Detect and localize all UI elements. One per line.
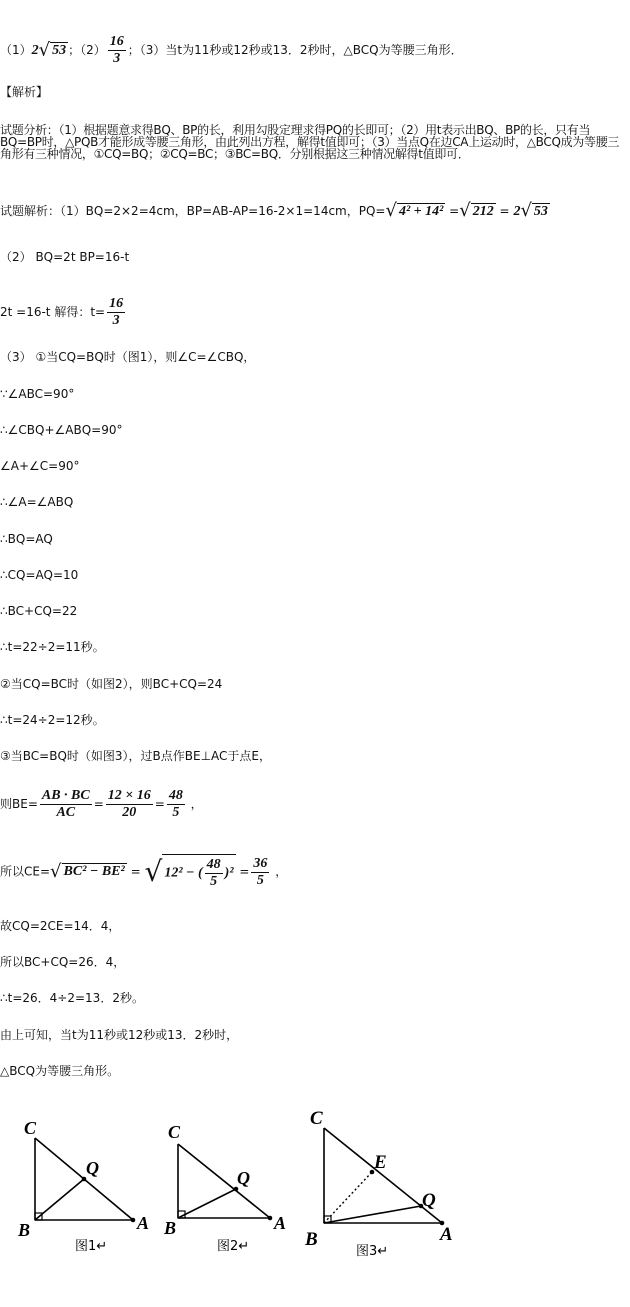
- solution-line-8: ∴∠A=∠ABQ: [0, 495, 74, 509]
- solution-16-fraction-c: $\frac{48}{5}$: [168, 788, 183, 820]
- solution-17-text: 所以CE=: [0, 864, 51, 879]
- fig1-label-a: A: [137, 1213, 150, 1233]
- solution-line-20: ∴t=26．4÷2=13．2秒。: [0, 991, 144, 1005]
- solution-1-sqrt-b: √ 212: [459, 200, 494, 222]
- equals-sign: =: [130, 864, 141, 879]
- equals-sign: =: [499, 204, 510, 218]
- solution-16-text: 则BE=: [0, 797, 38, 811]
- solution-16-fraction-a: $\frac{AB \cdot BC}{AC}$: [41, 788, 90, 820]
- solution-line-3: [0, 296, 127, 329]
- fig1-caption: 图1↵: [75, 1239, 108, 1254]
- answer-part1-label: （1）: [0, 43, 32, 57]
- solution-line-11: ∴BC+CQ=22: [0, 604, 78, 618]
- solution-line-2: （2） BQ=2t BP=16-t: [0, 250, 130, 264]
- solution-line-18: 故CQ=2CE=14．4，: [0, 919, 121, 933]
- fig3-label-c: C: [310, 1108, 323, 1129]
- solution-line-5: ∵∠ABC=90°: [0, 387, 75, 401]
- solution-16-fraction-b: $\frac{12 \times 16}{20}$: [107, 788, 151, 820]
- solution-16-suffix: ，: [190, 797, 203, 811]
- answer-part2-label: ；（2）: [68, 43, 106, 57]
- fig1-label-b: B: [18, 1220, 31, 1240]
- solution-17-sqrt-a: √ BC² − BE²: [50, 860, 125, 882]
- solution-3-text: 2t =16-t 解得：t=: [0, 305, 106, 319]
- equals-sign: =: [239, 864, 250, 879]
- solution-line-7: ∠A+∠C=90°: [0, 459, 80, 473]
- fig2-caption: 图2↵: [217, 1239, 250, 1254]
- fig2-label-b: B: [164, 1218, 177, 1238]
- fig2-label-q: Q: [237, 1168, 250, 1188]
- fig2-label-a: A: [274, 1213, 287, 1233]
- solution-1-coef: 2: [513, 204, 521, 219]
- solution-line-10: ∴CQ=AQ=10: [0, 568, 79, 582]
- figure-2: [160, 1112, 295, 1257]
- equals-sign: =: [449, 204, 460, 218]
- solution-line-12: ∴t=22÷2=11秒。: [0, 640, 105, 654]
- solution-line-15: ③当BC=BQ时（如图3），过B点作BE⊥AC于点E，: [0, 749, 271, 763]
- figure-1: [10, 1112, 160, 1257]
- solution-line-17: [0, 854, 287, 890]
- fig3-label-a: A: [440, 1224, 453, 1245]
- fig3-label-q: Q: [422, 1190, 436, 1211]
- solution-line-14: ∴t=24÷2=12秒。: [0, 713, 105, 727]
- solution-1-sqrt-a: √ 4² + 14²: [385, 200, 444, 222]
- fig3-label-e: E: [374, 1152, 387, 1173]
- solution-line-13: ②当CQ=BC时（如图2），则BC+CQ=24: [0, 677, 223, 691]
- equals-sign: =: [93, 797, 104, 811]
- solution-17-sqrt-b: √ 12² − ( $\frac{48}{5}$ )²: [144, 855, 234, 889]
- figure-3: [300, 1100, 470, 1265]
- solution-3-fraction: $\frac{16}{3}$: [109, 296, 124, 328]
- solution-line-21: 由上可知，当t为11秒或12秒或13．2秒时，: [0, 1028, 239, 1042]
- fig1-label-q: Q: [86, 1158, 99, 1178]
- solution-17-fraction: $\frac{36}{5}$: [253, 855, 268, 888]
- equals-sign: =: [154, 797, 165, 811]
- solution-line-22: △BCQ为等腰三角形。: [0, 1064, 120, 1078]
- solution-line-16: [0, 788, 203, 821]
- fig3-label-b: B: [305, 1229, 318, 1250]
- solution-17-suffix: ，: [275, 864, 288, 879]
- fig1-label-c: C: [24, 1118, 37, 1138]
- solution-1-text: 试题解析：（1）BQ=2×2=4cm，BP=AB-AP=16-2×1=14cm，PQ=: [0, 204, 386, 218]
- solution-line-9: ∴BQ=AQ: [0, 532, 53, 546]
- fig3-caption: 图3↵: [356, 1244, 389, 1259]
- solution-line-19: 所以BC+CQ=26．4，: [0, 955, 126, 969]
- analysis-heading: 【解析】: [0, 85, 49, 99]
- solution-line-1: [0, 200, 550, 222]
- answer-part1-sqrt: √ 53: [38, 39, 67, 61]
- answer-part1-coef: 2: [31, 43, 39, 58]
- answer-line: [0, 34, 463, 67]
- answer-part2-fraction: $\frac{16}{3}$: [109, 34, 124, 66]
- fig2-label-c: C: [168, 1122, 181, 1142]
- solution-1-sqrt-c: √ 53: [520, 200, 548, 222]
- answer-part3-text: ；（3）当t为11秒或12秒或13．2秒时，△BCQ为等腰三角形．: [127, 43, 463, 57]
- solution-line-6: ∴∠CBQ+∠ABQ=90°: [0, 423, 123, 437]
- analysis-paragraph: 试题分析：（1）根据题意求得BQ、BP的长，利用勾股定理求得PQ的长即可；（2）用t表示出BQ、BP的长，只有当BQ=BP时，△PQB才能形成等腰三角形，由此列出方程，解得t值即可；（3）当点Q在边CA上运动时，△BCQ成为等腰三角形有三种情况，①CQ=BQ；②CQ=BC；③BC=BQ．分别根据这三种情况解得t值即可．: [0, 123, 620, 161]
- solution-line-4: （3） ①当CQ=BQ时（图1），则∠C=∠CBQ，: [0, 350, 256, 364]
